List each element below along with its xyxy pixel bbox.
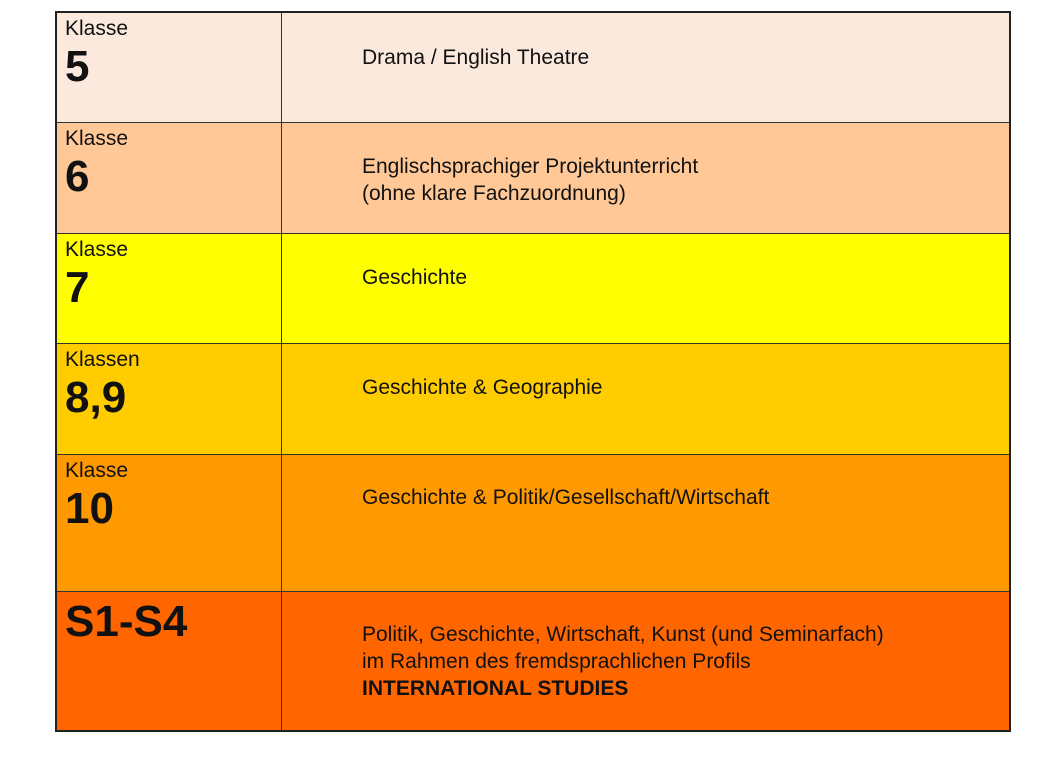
subject-text: Englischsprachiger Projektunterricht	[362, 155, 699, 178]
profile-name: INTERNATIONAL STUDIES	[362, 677, 629, 700]
subject-cell	[362, 484, 999, 511]
grade-cell	[57, 455, 282, 591]
subject-text: Geschichte & Politik/Gesellschaft/Wirtschaft	[362, 486, 770, 509]
grade-label: Klasse	[65, 127, 129, 150]
grade-number: 6	[65, 152, 90, 201]
grade-subject-table	[55, 11, 1011, 732]
grade-label: Klasse	[65, 238, 129, 261]
grade-label: Klasse	[65, 17, 129, 40]
subject-cell	[362, 44, 999, 71]
grade-label: Klassen	[65, 348, 140, 371]
subject-cell	[362, 153, 999, 207]
grade-number: 8,9	[65, 373, 127, 422]
subject-text: Geschichte	[362, 266, 468, 289]
subject-text: Drama / English Theatre	[362, 46, 590, 69]
grade-row-8-9	[57, 344, 1009, 455]
subject-text: im Rahmen des fremdsprachlichen Profils	[362, 650, 751, 673]
grade-number: 7	[65, 263, 90, 312]
grade-cell	[57, 344, 282, 454]
grade-number: S1-S4	[65, 597, 188, 646]
grade-cell	[57, 13, 282, 122]
grade-row-6	[57, 123, 1009, 234]
subject-text: (ohne klare Fachzuordnung)	[362, 182, 626, 205]
grade-cell	[57, 234, 282, 343]
grade-row-7	[57, 234, 1009, 344]
grade-cell	[57, 123, 282, 233]
grade-row-5	[57, 13, 1009, 123]
subject-text: Politik, Geschichte, Wirtschaft, Kunst (und Seminarfach)	[362, 623, 884, 646]
grade-row-10	[57, 455, 1009, 592]
grade-row-s1-s4	[57, 592, 1009, 730]
subject-cell	[362, 374, 999, 401]
grade-number: 5	[65, 42, 90, 91]
subject-cell	[362, 264, 999, 291]
subject-cell	[362, 621, 999, 702]
grade-cell	[57, 592, 282, 730]
grade-label: Klasse	[65, 459, 129, 482]
subject-text: Geschichte & Geographie	[362, 376, 603, 399]
grade-number: 10	[65, 484, 114, 533]
